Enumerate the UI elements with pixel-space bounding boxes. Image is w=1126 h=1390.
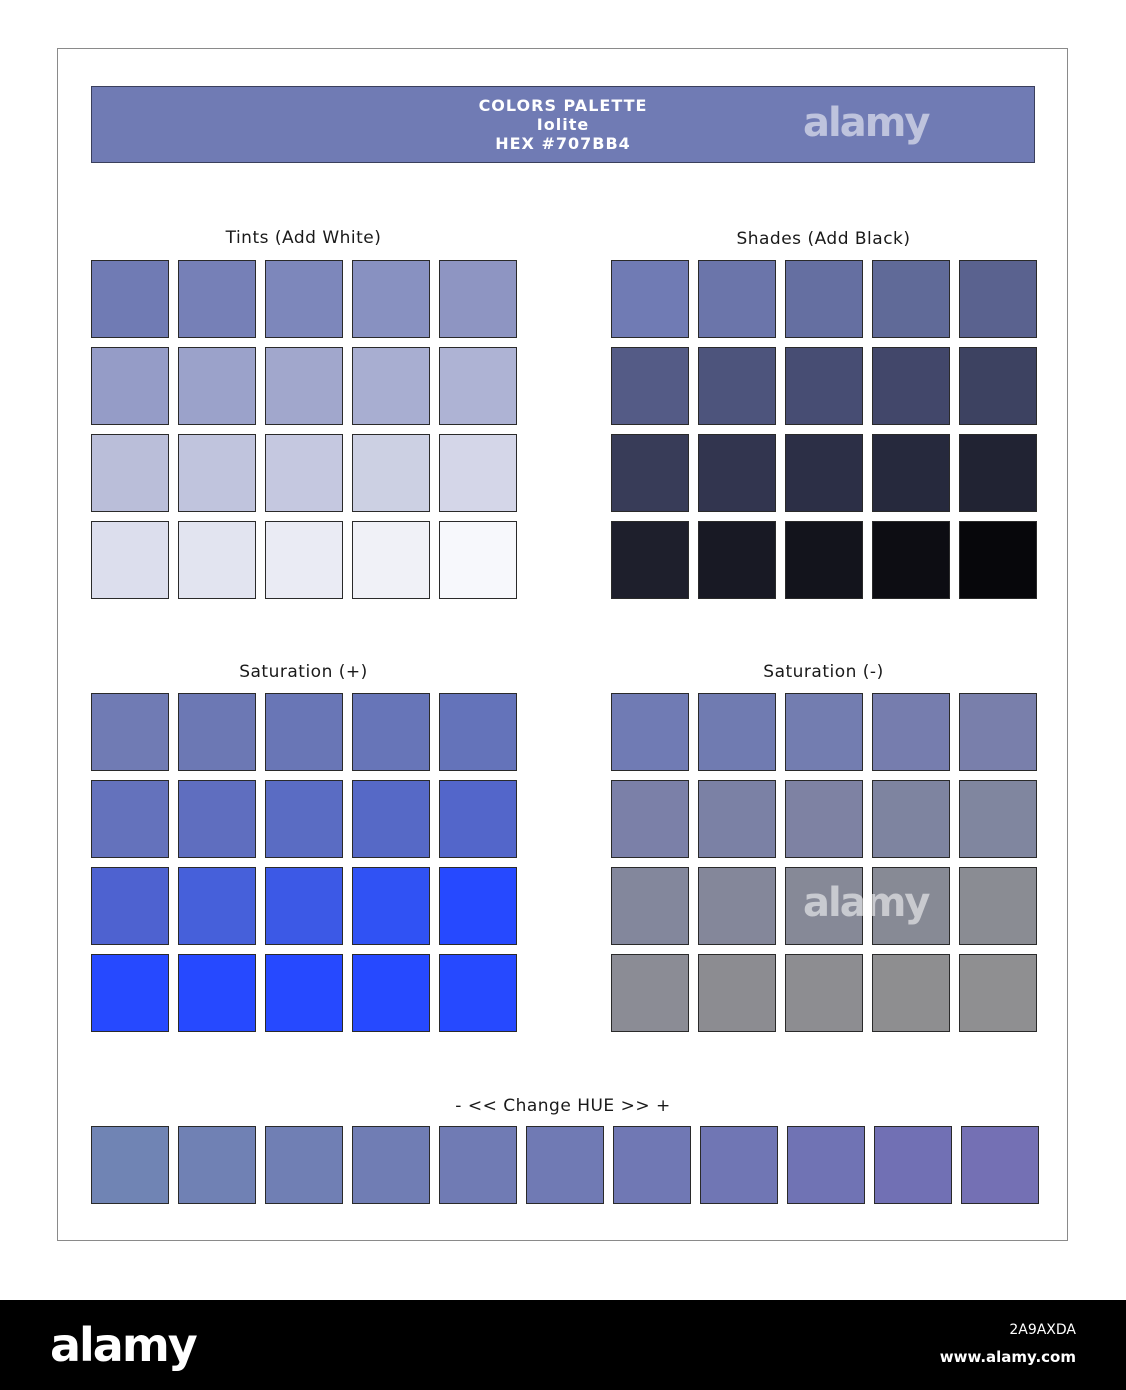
color-swatch [959,867,1037,945]
color-swatch [91,347,169,425]
color-swatch [698,780,776,858]
color-swatch [959,434,1037,512]
color-swatch [265,521,343,599]
header-title: COLORS PALETTE [478,96,648,115]
color-swatch [785,867,863,945]
color-swatch [785,434,863,512]
color-swatch [352,434,430,512]
color-swatch [787,1126,865,1204]
color-swatch [91,867,169,945]
color-swatch [611,347,689,425]
color-swatch [439,693,517,771]
color-swatch [961,1126,1039,1204]
color-swatch [785,954,863,1032]
saturation-minus-grid [611,693,1037,1032]
color-swatch [698,954,776,1032]
color-swatch [872,260,950,338]
color-swatch [352,780,430,858]
color-swatch [526,1126,604,1204]
color-swatch [872,693,950,771]
color-swatch [265,693,343,771]
footer-bar [0,1300,1126,1390]
color-swatch [91,693,169,771]
color-swatch [439,954,517,1032]
color-swatch [611,954,689,1032]
color-swatch [698,347,776,425]
color-swatch [178,347,256,425]
color-swatch [178,780,256,858]
color-swatch [178,521,256,599]
color-swatch [178,954,256,1032]
color-swatch [874,1126,952,1204]
color-swatch [265,260,343,338]
palette-header [91,86,1035,163]
color-swatch [959,260,1037,338]
color-swatch [611,693,689,771]
color-swatch [439,1126,517,1204]
color-swatch [872,954,950,1032]
hue-title: - << Change HUE >> + [455,1096,671,1116]
color-swatch [698,434,776,512]
color-swatch [611,521,689,599]
color-swatch [698,260,776,338]
color-swatch [91,521,169,599]
color-swatch [439,780,517,858]
color-swatch [959,693,1037,771]
shades-title: Shades (Add Black) [736,229,911,249]
color-swatch [785,780,863,858]
color-swatch [698,693,776,771]
color-swatch [785,260,863,338]
color-swatch [439,260,517,338]
palette-card [57,48,1068,1241]
color-swatch [352,954,430,1032]
color-swatch [959,780,1037,858]
color-swatch [91,954,169,1032]
saturation-minus-title: Saturation (-) [763,662,884,682]
color-swatch [265,434,343,512]
color-swatch [872,521,950,599]
color-swatch [613,1126,691,1204]
saturation-plus-grid [91,693,517,1032]
color-swatch [91,260,169,338]
color-swatch [352,1126,430,1204]
color-swatch [439,347,517,425]
header-hex: HEX #707BB4 [495,134,631,153]
color-swatch [959,347,1037,425]
color-swatch [178,434,256,512]
color-swatch [698,867,776,945]
tints-grid [91,260,517,599]
color-swatch [265,1126,343,1204]
hue-grid [91,1126,1039,1204]
color-swatch [872,347,950,425]
color-swatch [439,434,517,512]
color-swatch [872,780,950,858]
color-swatch [439,521,517,599]
color-swatch [700,1126,778,1204]
footer-image-id: 2A9AXDA [1009,1322,1076,1338]
color-swatch [959,521,1037,599]
footer-url: www.alamy.com [939,1348,1076,1366]
color-swatch [785,347,863,425]
color-swatch [785,693,863,771]
color-swatch [352,521,430,599]
color-swatch [178,1126,256,1204]
color-swatch [178,693,256,771]
color-swatch [872,434,950,512]
watermark-text: alamy [803,100,929,146]
shades-grid [611,260,1037,599]
color-swatch [611,260,689,338]
color-swatch [611,780,689,858]
color-swatch [698,521,776,599]
color-swatch [265,954,343,1032]
color-swatch [352,347,430,425]
color-swatch [352,867,430,945]
color-swatch [265,867,343,945]
color-swatch [352,693,430,771]
tints-title: Tints (Add White) [225,228,382,248]
color-swatch [785,521,863,599]
color-swatch [352,260,430,338]
color-swatch [872,867,950,945]
color-swatch [91,780,169,858]
watermark-text: alamy [803,880,929,926]
color-swatch [439,867,517,945]
color-swatch [91,1126,169,1204]
footer-logo: alamy [50,1318,196,1372]
color-swatch [265,347,343,425]
header-color-name: Iolite [536,115,590,134]
color-swatch [611,867,689,945]
color-swatch [91,434,169,512]
color-swatch [611,434,689,512]
saturation-plus-title: Saturation (+) [239,662,368,682]
color-swatch [959,954,1037,1032]
color-swatch [265,780,343,858]
color-swatch [178,260,256,338]
color-swatch [178,867,256,945]
